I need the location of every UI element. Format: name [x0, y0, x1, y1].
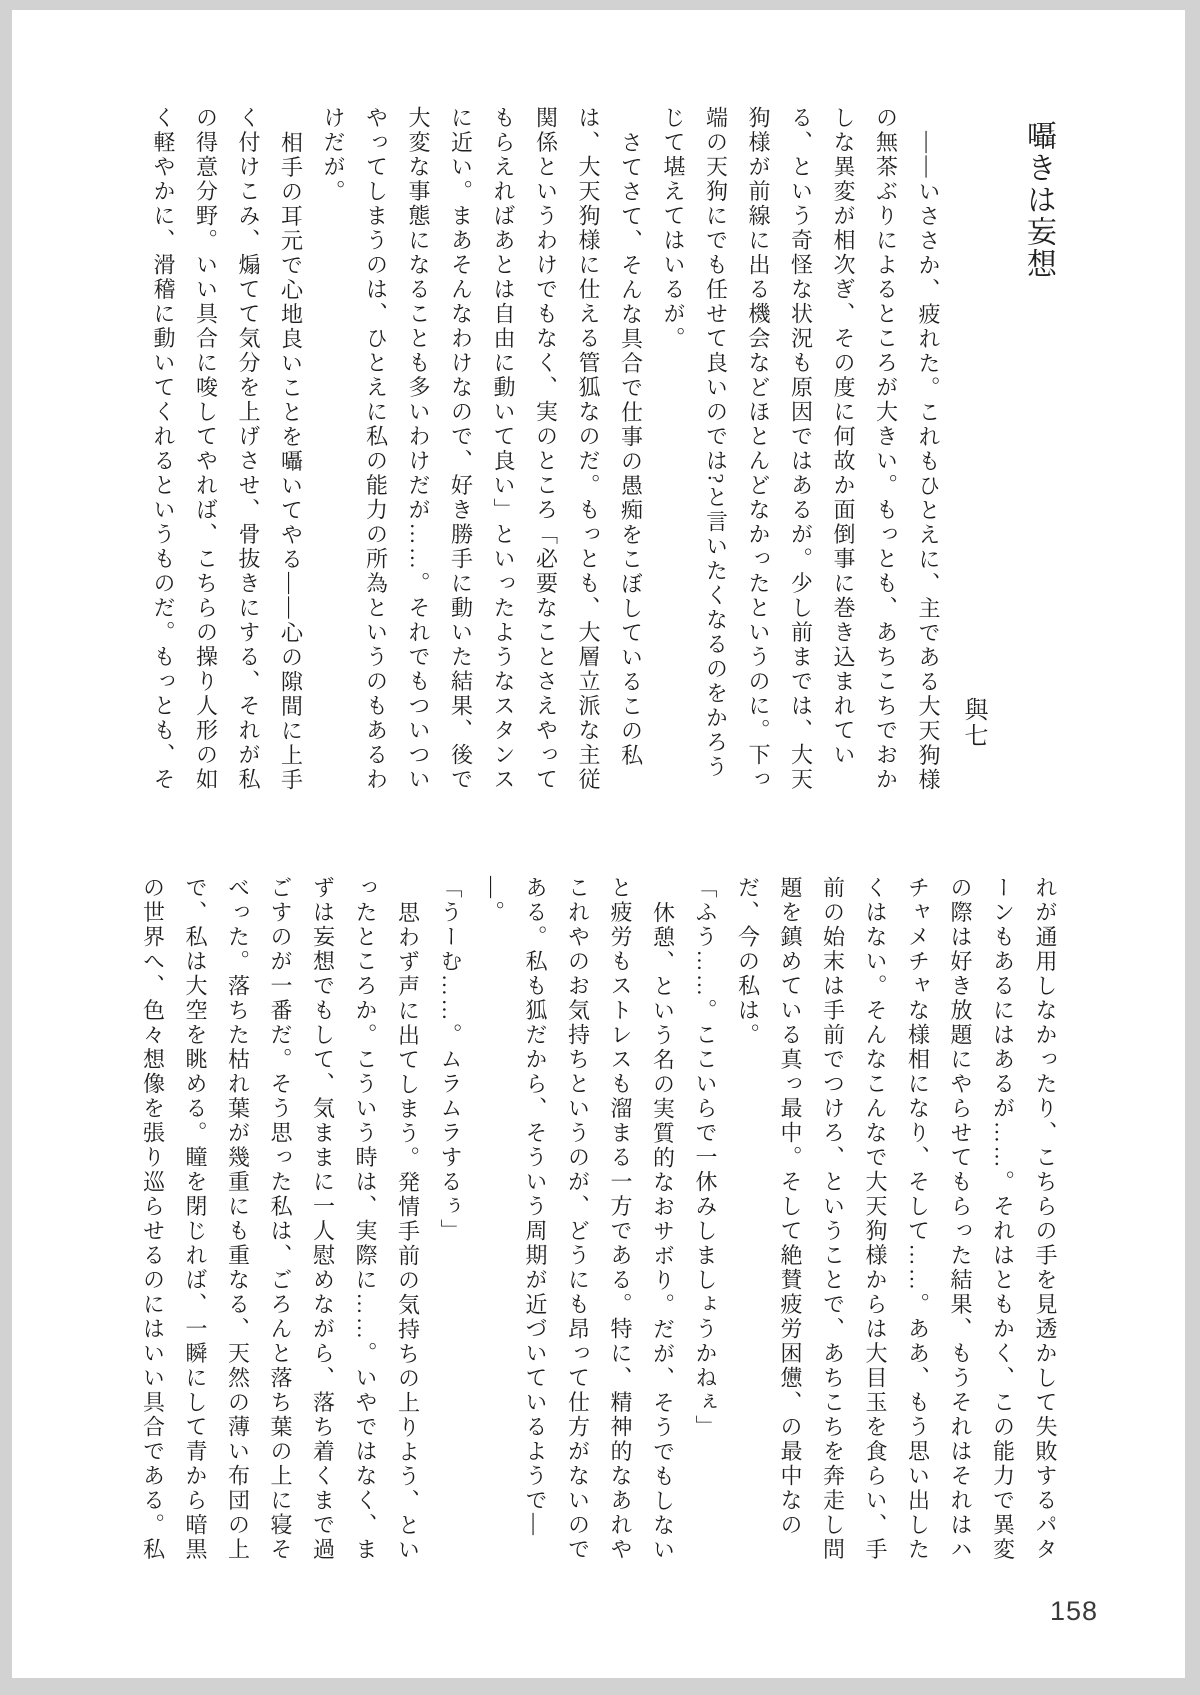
text-column: ったところか。こういう時は、実際に……。いやではなく、ま — [353, 876, 378, 1562]
text-column: の世界へ、色々想像を張り巡らせるのにはいい具合である。私 — [140, 876, 166, 1562]
text-column: れが通用しなかったり、こちらの手を見透かして失敗するパタ — [1033, 876, 1058, 1562]
text-column: る、という奇怪な状況も原因ではあるが。少し前までは、大天 — [788, 106, 814, 792]
text-column: 「うーむ……。ムラムラするぅ」 — [438, 876, 463, 1244]
text-column: で、私は大空を眺める。瞳を閉じれば、一瞬にして青から暗黒 — [183, 876, 208, 1562]
text-column: の際は好き放題にやらせてもらった結果、もうそれはそれはハ — [948, 876, 973, 1562]
text-column: けだが。 — [321, 106, 346, 204]
text-column: 端の天狗にでも任せて良いのでは?と言いたくなるのをかろう — [703, 106, 729, 780]
text-column: ずは妄想でもして、気ままに一人慰めながら、落ち着くまで過 — [310, 876, 336, 1562]
text-column: 狗様が前線に出る機会などほとんどなかったというのに。下っ — [746, 106, 771, 792]
text-block-top — [141, 106, 949, 822]
text-column: の得意分野。いい具合に唆してやれば、こちらの操り人形の如 — [193, 106, 219, 792]
text-column: は、大天狗様に仕える管狐なのだ。もっとも、大層立派な主従 — [576, 106, 601, 792]
text-column: ―。 — [480, 876, 506, 925]
text-column: 休憩、という名の実質的なおサボり。だが、そうでもしない — [650, 900, 676, 1562]
text-column: くはない。そんなこんなで大天狗様からは大目玉を食らい、手 — [863, 876, 888, 1562]
text-column: これやのお気持ちというのが、どうにも昂って仕方がないので — [565, 876, 591, 1562]
text-column: チャメチャな様相になり、そして……。ああ、もう思い出した — [905, 876, 931, 1562]
text-column: だ、今の私は。 — [735, 876, 761, 1048]
text-column: の無茶ぶりによるところが大きい。もっとも、あちこちでおか — [873, 106, 899, 792]
text-column: く軽やかに、滑稽に動いてくれるというものだ。もっとも、そ — [151, 106, 176, 792]
page-number: 158 — [1050, 1596, 1099, 1626]
text-column: く付けこみ、煽てて気分を上げさせ、骨抜きにする、それが私 — [236, 106, 261, 792]
text-column: しな異変が相次ぎ、その度に何故か面倒事に巻き込まれてい — [831, 106, 856, 768]
story-author: 與七 — [960, 697, 986, 749]
text-column: ーンもあるにはあるが……。それはともかく、この能力で異変 — [990, 876, 1016, 1562]
story-title: 囁きは妄想 — [1022, 120, 1055, 280]
text-column: と疲労もストレスも溜まる一方である。特に、精神的なあれや — [608, 876, 633, 1562]
text-column: ごすのが一番だ。そう思った私は、ごろんと落ち葉の上に寝そ — [268, 876, 293, 1562]
text-column: やってしまうのは、ひとえに私の能力の所為というのもあるわ — [363, 106, 389, 792]
text-column: ある。私も狐だから、そういう周期が近づいているようで― — [523, 876, 548, 1538]
text-column: べった。落ちた枯れ葉が幾重にも重なる、天然の薄い布団の上 — [225, 876, 251, 1562]
text-column: もらえればあとは自由に動いて良い」といったようなスタンス — [491, 106, 516, 792]
text-column: 大変な事態になることも多いわけだが……。それでもついつい — [406, 106, 431, 792]
text-column: じて堪えてはいるが。 — [661, 106, 686, 351]
text-column: 相手の耳元で心地良いことを囁いてやる――心の隙間に上手 — [278, 130, 304, 792]
text-column: 「ふう……。ここいらで一休みしましょうかねぇ」 — [693, 876, 718, 1440]
text-block-bottom — [131, 876, 1066, 1562]
text-column: 題を鎮めている真っ最中。そして絶賛疲労困憊、の最中なの — [778, 876, 803, 1538]
text-column: さてさて、そんな具合で仕事の愚痴をこぼしているこの私 — [618, 130, 644, 768]
text-column: 思わず声に出てしまう。発情手前の気持ちの上りよう、とい — [395, 900, 421, 1562]
text-column: に近い。まあそんなわけなので、好き勝手に動いた結果、後で — [448, 106, 474, 792]
text-column: 前の始末は手前でつけろ、ということで、あちこちを奔走し問 — [820, 876, 846, 1562]
text-column: ――いささか、疲れた。これもひとえに、主である大天狗様 — [916, 130, 941, 792]
text-column: 関係というわけでもなく、実のところ「必要なことさえやって — [533, 106, 559, 792]
